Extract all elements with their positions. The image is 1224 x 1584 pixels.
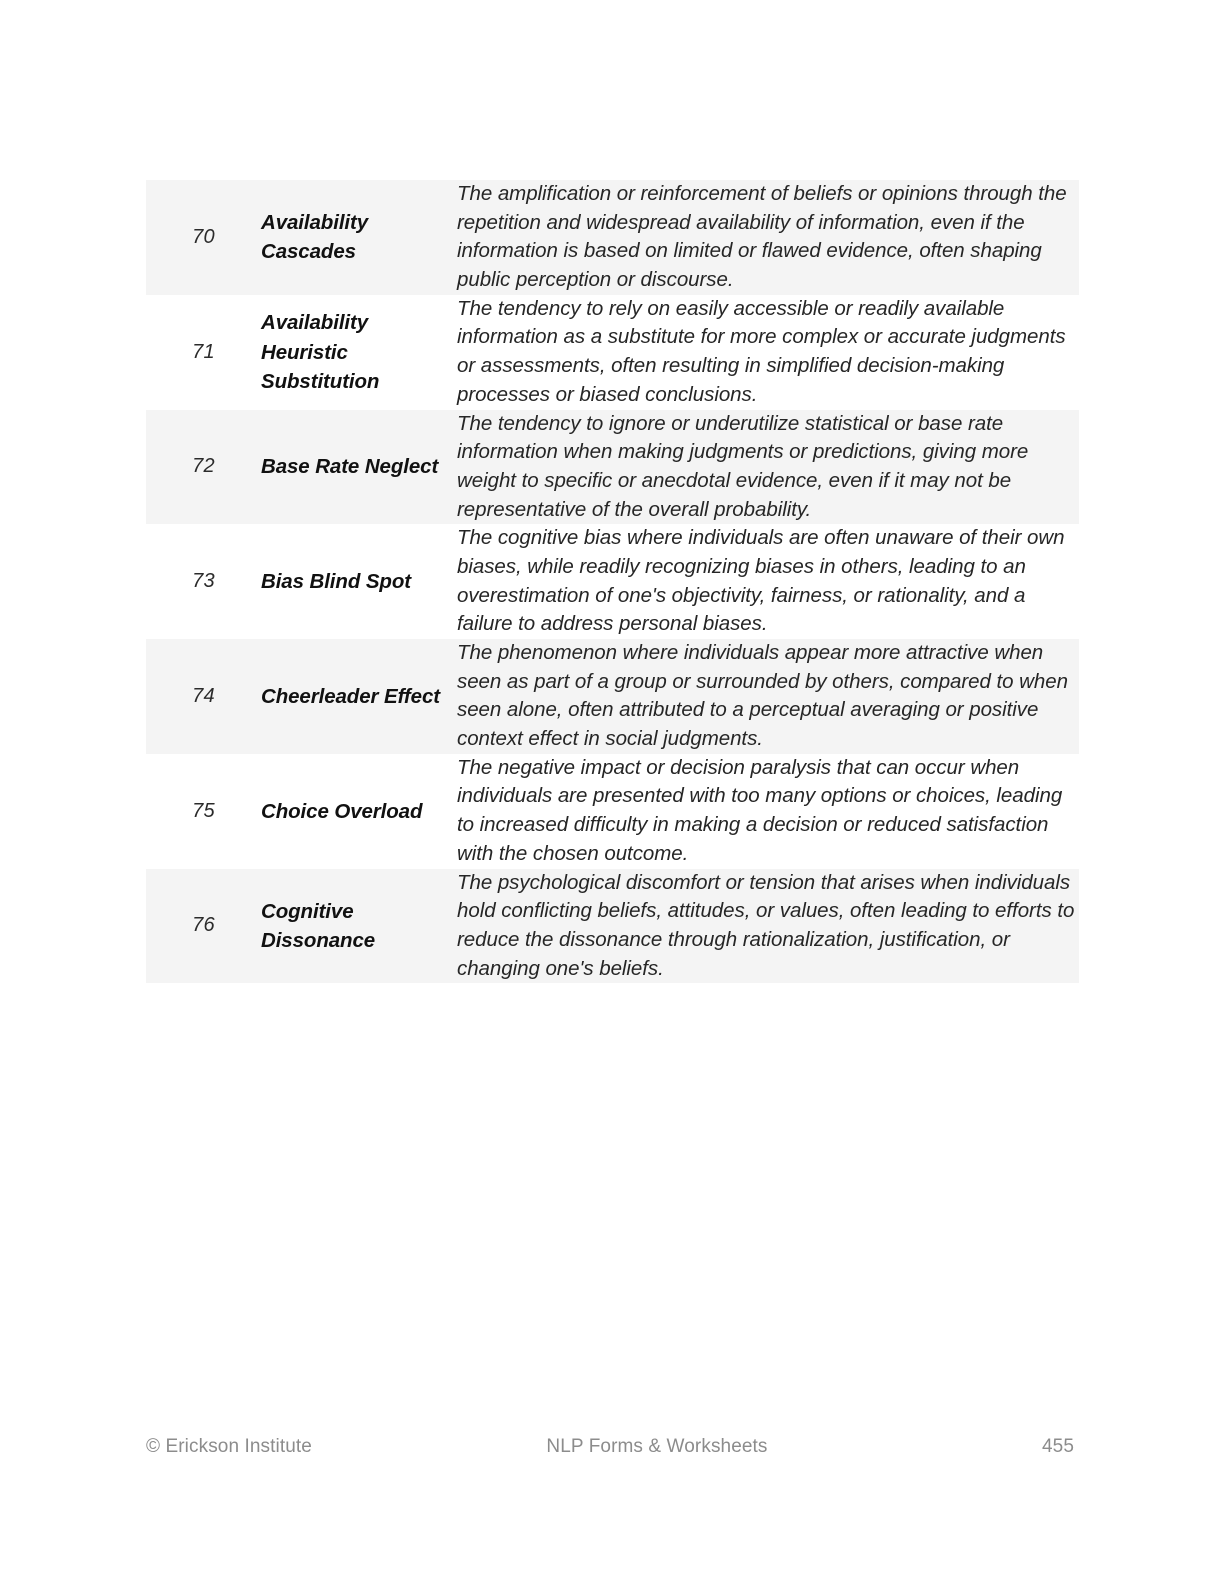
table-row xyxy=(146,295,1079,410)
page-footer xyxy=(146,1432,1074,1462)
row-number: 72 xyxy=(192,455,215,478)
table-row xyxy=(146,869,1079,984)
table-row xyxy=(146,180,1079,295)
row-number: 70 xyxy=(192,225,215,248)
table-body xyxy=(146,180,1079,983)
row-term: Availability Heuristic Substitution xyxy=(261,311,380,393)
row-term: Bias Blind Spot xyxy=(261,570,411,594)
row-number: 73 xyxy=(192,570,215,593)
footer-page-number: 455 xyxy=(1041,1436,1074,1457)
row-description: The phenomenon where individuals appear more attractive when seen as part of a group or surrounded by others, compared to when seen alone, often attributed to a perceptual averaging or positive context effect in social judgments. xyxy=(457,641,1068,751)
row-description: The psychological discomfort or tension that arises when individuals hold conflicting beliefs, attitudes, or values, often leading to efforts to reduce the dissonance through rationalization, justification, or changing one's beliefs. xyxy=(457,870,1075,980)
row-term: Cognitive Dissonance xyxy=(261,899,376,952)
table-row xyxy=(146,639,1079,754)
row-description: The tendency to rely on easily accessible or readily available information as a substitute for more complex or accurate judgments or assessments, often resulting in simplified decision-making processes or biased conclusions. xyxy=(457,296,1066,406)
row-term: Base Rate Neglect xyxy=(261,455,439,479)
row-description: The tendency to ignore or underutilize statistical or base rate information when making judgments or predictions, giving more weight to specific or anecdotal evidence, even if it may not be representative of the overall probability. xyxy=(457,411,1029,521)
row-description: The amplification or reinforcement of beliefs or opinions through the repetition and widespread availability of information, even if the information is based on limited or flawed evidence, often shaping public perception or discourse. xyxy=(457,182,1067,292)
row-description: The negative impact or decision paralysis that can occur when individuals are presented with too many options or choices, leading to increased difficulty in making a decision or reduced satisfaction with the chosen outcome. xyxy=(457,755,1063,865)
table-row xyxy=(146,410,1079,525)
table-row xyxy=(146,754,1079,869)
row-number: 75 xyxy=(192,799,215,822)
cognitive-bias-table xyxy=(146,180,1079,983)
table-row xyxy=(146,524,1079,639)
row-number: 76 xyxy=(192,914,215,937)
row-number: 71 xyxy=(192,340,215,363)
row-term: Choice Overload xyxy=(261,799,423,823)
row-term: Cheerleader Effect xyxy=(261,684,440,708)
row-description: The cognitive bias where individuals are often unaware of their own biases, while readily recognizing biases in others, leading to an overestimation of one's objectivity, fairness, or rationality, and a failure to address personal biases. xyxy=(457,526,1065,636)
footer-copyright: © Erickson Institute xyxy=(146,1436,312,1457)
footer-title: NLP Forms & Worksheets xyxy=(546,1436,768,1457)
row-term: Availability Cascades xyxy=(261,211,369,264)
row-number: 74 xyxy=(192,684,215,707)
